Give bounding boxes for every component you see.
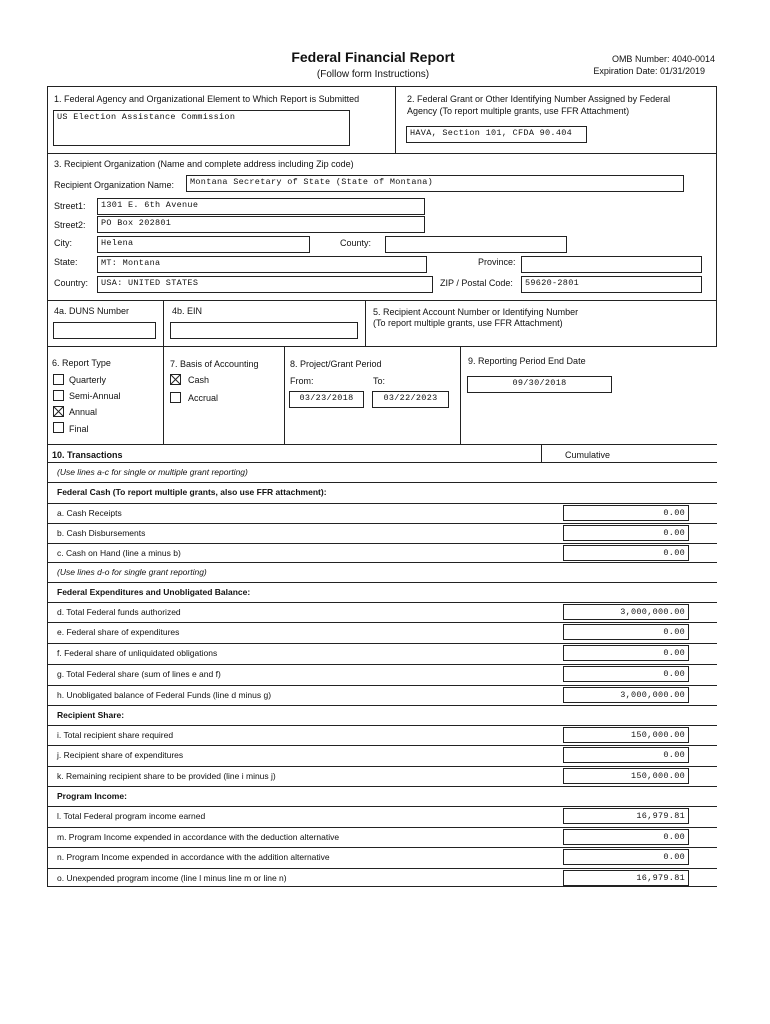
fed-exp-header-text: Federal Expenditures and Unobligated Balance: [57,587,251,597]
line-h-label: h. Unobligated balance of Federal Funds (line d minus g) [57,690,272,700]
county-field[interactable] [385,236,567,253]
line-h-value[interactable]: 3,000,000.00 [563,687,689,703]
period-to-field[interactable]: 03/22/2023 [372,391,449,408]
agency-field[interactable]: US Election Assistance Commission [53,110,350,146]
section-1-label: 1. Federal Agency and Organizational Element to Which Report is Submitted [54,94,360,104]
org-name-label: Recipient Organization Name: [54,180,175,190]
section-5-label: 5. Recipient Account Number or Identifying Number [373,307,579,317]
line-k-label: k. Remaining recipient share to be provided (line i minus j) [57,771,276,781]
quarterly-label: Quarterly [69,375,107,385]
section-2-label-cont: Agency (To report multiple grants, use FFR Attachment) [407,106,630,116]
section-2-label: 2. Federal Grant or Other Identifying Number Assigned by Federal [407,94,671,104]
note2-text: (Use lines d-o for single grant reporting) [57,567,207,577]
expiration-date: Expiration Date: 01/31/2019 [593,66,705,76]
period-from-field[interactable]: 03/23/2018 [289,391,364,408]
period-end-label: 9. Reporting Period End Date [468,356,586,366]
line-k-value[interactable]: 150,000.00 [563,768,689,784]
street1-label: Street1: [54,201,86,211]
grant-number-field[interactable]: HAVA, Section 101, CFDA 90.404 [406,126,587,143]
ein-field[interactable] [170,322,358,339]
recip-header-text: Recipient Share: [57,710,125,720]
state-field[interactable]: MT: Montana [97,256,427,273]
cash-checkbox-checked[interactable] [170,374,181,385]
final-label: Final [69,424,89,434]
province-field[interactable] [521,256,702,273]
line-i-label: i. Total recipient share required [57,730,174,740]
zip-field[interactable]: 59620-2801 [521,276,702,293]
prog-header-text: Program Income: [57,791,127,801]
line-o-label: o. Unexpended program income (line l minus line m or line n) [57,873,287,883]
line-j-label: j. Recipient share of expenditures [57,750,184,760]
line-e-value[interactable]: 0.00 [563,624,689,640]
line-e-label: e. Federal share of expenditures [57,627,180,637]
zip-label: ZIP / Postal Code: [440,278,513,288]
line-n-label: n. Program Income expended in accordance with the addition alternative [57,852,330,862]
ein-label: 4b. EIN [172,306,203,316]
line-j-value[interactable]: 0.00 [563,747,689,763]
province-label: Province: [478,257,516,267]
line-f-value[interactable]: 0.00 [563,645,689,661]
quarterly-checkbox[interactable] [53,374,64,385]
country-label: Country: [54,278,89,288]
line-i-value[interactable]: 150,000.00 [563,727,689,743]
line-c-label: c. Cash on Hand (line a minus b) [57,548,181,558]
period-end-field[interactable]: 09/30/2018 [467,376,612,393]
form-subtitle: (Follow form Instructions) [316,69,430,80]
line-n-value[interactable]: 0.00 [563,849,689,865]
line-b-label: b. Cash Disbursements [57,528,146,538]
annual-label: Annual [69,407,98,417]
duns-field[interactable] [53,322,156,339]
line-l-value[interactable]: 16,979.81 [563,808,689,824]
grant-period-label: 8. Project/Grant Period [290,359,382,369]
line-m-value[interactable]: 0.00 [563,829,689,845]
to-label: To: [373,376,386,386]
city-field[interactable]: Helena [97,236,310,253]
omb-number: OMB Number: 4040-0014 [611,54,715,64]
form-title: Federal Financial Report [291,49,455,65]
final-checkbox[interactable] [53,422,64,433]
section-3-label: 3. Recipient Organization (Name and complete address including Zip code) [54,159,354,169]
accrual-checkbox[interactable] [170,392,181,403]
line-l-label: l. Total Federal program income earned [57,811,206,821]
report-type-label: 6. Report Type [52,358,111,368]
org-name-field[interactable]: Montana Secretary of State (State of Montana) [186,175,684,192]
semi-annual-checkbox[interactable] [53,390,64,401]
semi-annual-label: Semi-Annual [69,391,121,401]
line-g-label: g. Total Federal share (sum of lines e and f) [57,669,221,679]
line-a-label: a. Cash Receipts [57,508,122,518]
section-5-label-cont: (To report multiple grants, use FFR Attachment) [373,318,563,328]
line-f-label: f. Federal share of unliquidated obligations [57,648,218,658]
fed-cash-header-text: Federal Cash (To report multiple grants, also use FFR attachment): [57,487,327,497]
country-field[interactable]: USA: UNITED STATES [97,276,433,293]
state-label: State: [54,257,78,267]
county-label: County: [340,238,372,248]
note1-text: (Use lines a-c for single or multiple grant reporting) [57,467,248,477]
street2-field[interactable]: PO Box 202801 [97,216,425,233]
line-m-label: m. Program Income expended in accordance with the deduction alternative [57,832,340,842]
accrual-label: Accrual [188,393,219,403]
annual-checkbox-checked[interactable] [53,406,64,417]
cash-label: Cash [188,375,210,385]
basis-label: 7. Basis of Accounting [170,359,259,369]
street2-label: Street2: [54,220,86,230]
city-label: City: [54,238,72,248]
line-d-value[interactable]: 3,000,000.00 [563,604,689,620]
duns-label: 4a. DUNS Number [54,306,130,316]
line-a-value[interactable]: 0.00 [563,505,689,521]
line-c-value[interactable]: 0.00 [563,545,689,561]
from-label: From: [290,376,314,386]
line-g-value[interactable]: 0.00 [563,666,689,682]
street1-field[interactable]: 1301 E. 6th Avenue [97,198,425,215]
line-b-value[interactable]: 0.00 [563,525,689,541]
line-d-label: d. Total Federal funds authorized [57,607,181,617]
cumulative-label: Cumulative [565,450,611,460]
line-o-value[interactable]: 16,979.81 [563,870,689,886]
transactions-label: 10. Transactions [52,450,123,460]
